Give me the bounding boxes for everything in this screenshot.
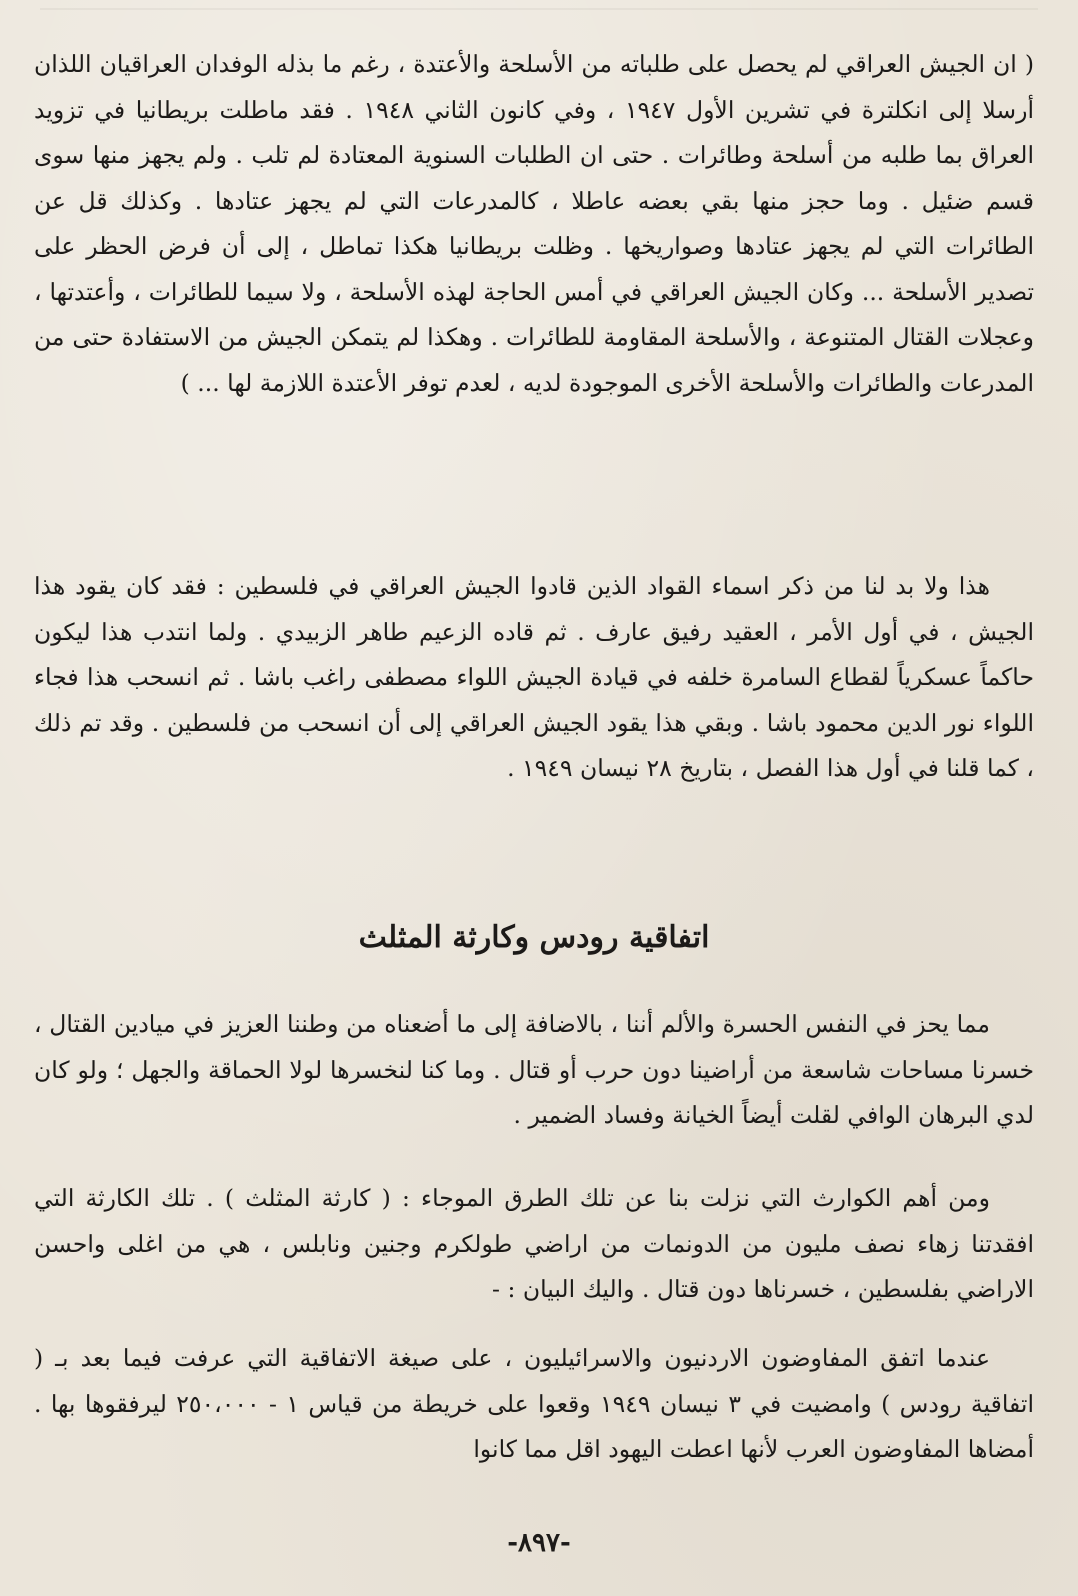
section-heading: اتفاقية رودس وكارثة المثلث <box>358 920 710 955</box>
text-column <box>34 0 1034 1596</box>
commanders-paragraph: هذا ولا بد لنا من ذكر اسماء القواد الذين قادوا الجيش العراقي في فلسطين : فقد كان يقود هذا الجيش ، في أول الأمر ، العقيد رفيق عارف . ثم قاده الزعيم طاهر الزبيدي . ولما انتدب هذا ليكون حاكماً عسكرياً لقطاع السامرة خلفه في قيادة الجيش اللواء مصطفى راغب باشا . ثم انسحب هذا فجاء اللواء نور الدين محمود باشا . وبقي هذا يقود الجيش العراقي إلى أن انسحب من فلسطين . وقد تم ذلك ، كما قلنا في أول هذا الفصل ، بتاريخ ٢٨ نيسان ١٩٤٩ . <box>34 572 1034 782</box>
page-number: -٨٩٧- <box>507 1528 571 1558</box>
quoted-paragraph: ( ان الجيش العراقي لم يحصل على طلباته من الأسلحة والأعتدة ، رغم ما بذله الوفدان العراقيان اللذان أرسلا إلى انكلترة في تشرين الأول ١٩٤٧ ، وفي كانون الثاني ١٩٤٨ . فقد ماطلت بريطانيا في تزويد العراق بما طلبه من أسلحة وطائرات . حتى ان الطلبات السنوية المعتادة لم تلب . ولم يجهز منها سوى قسم ضئيل . وما حجز منها بقي بعضه عاطلا ، كالمدرعات التي لم يجهز عتادها . وكذلك قل عن الطائرات التي لم يجهز عتادها وصواريخها . وظلت بريطانيا هكذا تماطل ، إلى أن فرض الحظر على تصدير الأسلحة ... وكان الجيش العراقي في أمس الحاجة لهذه الأسلحة ، ولا سيما للطائرات ، وأعتدتها ، وعجلات القتال المتنوعة ، والأسلحة المقاومة للطائرات . وهكذا لم يتمكن الجيش من الاستفادة حتى من المدرعات والطائرات والأسلحة الأخرى الموجودة لديه ، لعدم توفر الأعتدة اللازمة لها ... ) <box>34 50 1034 397</box>
section-paragraph-1: مما يحز في النفس الحسرة والألم أننا ، بالاضافة إلى ما أضعناه من وطننا العزيز في ميادين القتال ، خسرنا مساحات شاسعة من أراضينا دون حرب أو قتال . وما كنا لنخسرها لولا الحماقة والجهل ؛ ولو كان لدي البرهان الوافي لقلت أيضاً الخيانة وفساد الضمير . <box>34 1010 1034 1129</box>
section-paragraph-3: عندما اتفق المفاوضون الاردنيون والاسرائيليون ، على صيغة الاتفاقية التي عرفت فيما بعد بـ ( اتفاقية رودس ) وامضيت في ٣ نيسان ١٩٤٩ وقعوا على خريطة من قياس ١ - ٢٥٠،٠٠٠ ليرفقوها بها . أمضاها المفاوضون العرب لأنها اعطت اليهود اقل مما كانوا <box>34 1344 1034 1463</box>
section-paragraph-2: ومن أهم الكوارث التي نزلت بنا عن تلك الطرق الموجاء : ( كارثة المثلث ) . تلك الكارثة التي افقدتنا زهاء نصف مليون من الدونمات من اراضي طولكرم وجنين ونابلس ، هي من اغلى واحسن الاراضي بفلسطين ، خسرناها دون قتال . واليك البيان : - <box>34 1184 1034 1303</box>
